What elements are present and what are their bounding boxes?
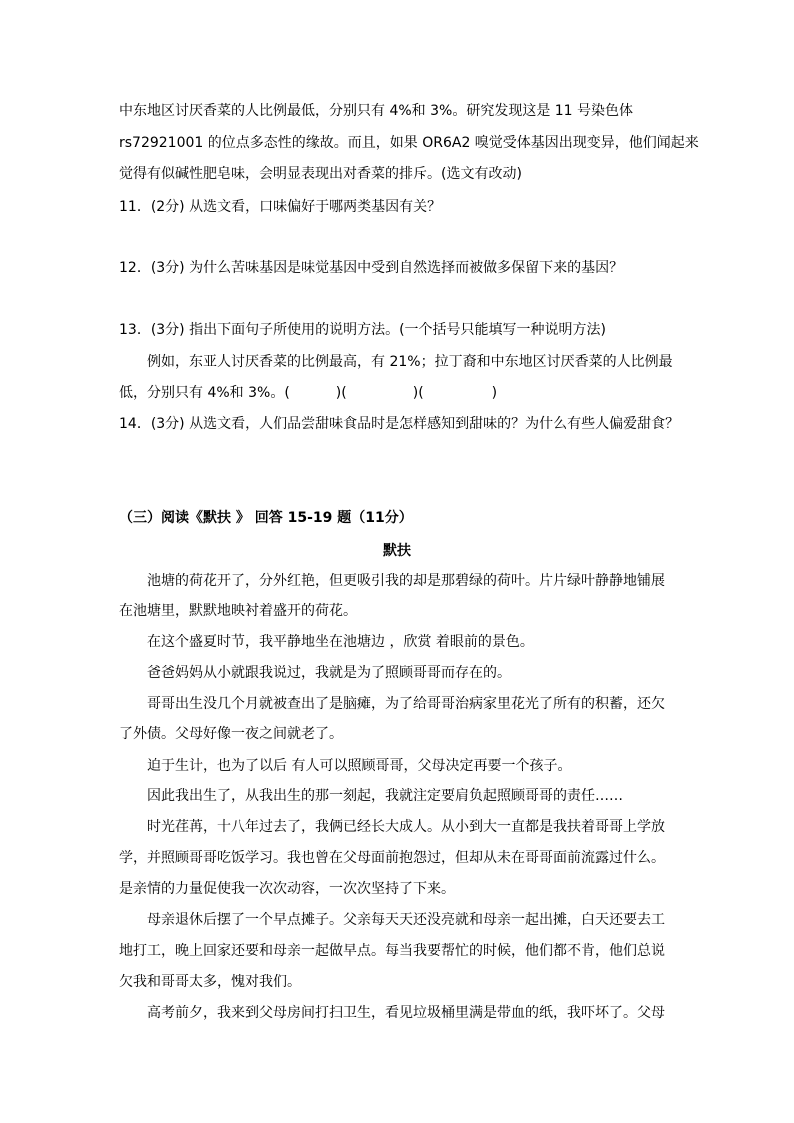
passage-line: 觉得有似碱性肥皂味，会明显表现出对香菜的排斥。(选文有改动): [119, 166, 522, 182]
passage-line: rs72921001 的位点多态性的缘故。而且，如果 OR6A2 嗅觉受体基因出现变异，他们闻起来: [119, 135, 699, 151]
paragraph-line: 在池塘里，默默地映衬着盛开的荷花。: [119, 603, 357, 619]
passage-line: 中东地区讨厌香菜的人比例最低，分别只有 4%和 3%。研究发现这是 11 号染色体: [119, 103, 634, 119]
paragraph-line: 哥哥出生没几个月就被查出了是脑瘫，为了给哥哥治病家里花光了所有的积蓄，还欠: [147, 696, 665, 712]
question-12: 12．(3分) 为什么苦味基因是味觉基因中受到自然选择而被做多保留下来的基因？: [119, 260, 624, 276]
paragraph-line: 爸爸妈妈从小就跟我说过，我就是为了照顾哥哥而存在的。: [147, 665, 511, 681]
paragraph-line: 母亲退休后摆了一个早点摊子。父亲每天天还没亮就和母亲一起出摊，白天还要去工: [147, 912, 665, 928]
article-title: 默扶: [383, 543, 411, 559]
question-13-answer-line: [119, 383, 497, 403]
paragraph-line: 欠我和哥哥太多，愧对我们。: [119, 974, 301, 990]
paragraph-line: 学，并照顾哥哥吃饭学习。我也曾在父母面前抱怨过，但却从未在哥哥面前流露过什么。: [119, 850, 665, 866]
question-13: 13．(3分) 指出下面句子所使用的说明方法。(一个括号只能填写一种说明方法): [119, 322, 607, 338]
question-13-example-end: 低，分别只有 4%和 3%。: [119, 385, 285, 401]
answer-bracket-1[interactable]: ( ): [284, 385, 342, 401]
question-13-example: 例如，东亚人讨厌香菜的比例最高，有 21%；拉丁裔和中东地区讨厌香菜的人比例最: [147, 354, 673, 370]
paragraph-line: 时光荏苒，十八年过去了，我俩已经长大成人。从小到大一直都是我扶着哥哥上学放: [147, 819, 665, 835]
paragraph-line: 是亲情的力量促使我一次次动容，一次次坚持了下来。: [119, 881, 455, 897]
paragraph-line: 因此我出生了，从我出生的那一刻起，我就注定要肩负起照顾哥哥的责任……: [147, 788, 623, 804]
answer-bracket-2[interactable]: ( ): [341, 385, 419, 401]
answer-bracket-3[interactable]: ( ): [418, 385, 498, 401]
paragraph-line: 地打工，晚上回家还要和母亲一起做早点。每当我要帮忙的时候，他们都不肯，他们总说: [119, 943, 665, 959]
section-heading: （三）阅读《默扶 》 回答 15-19 题（11分）: [119, 510, 413, 526]
paragraph-line: 在这个盛夏时节，我平静地坐在池塘边 ，欣赏 着眼前的景色。: [147, 634, 534, 650]
paragraph-line: 迫于生计，也为了以后 有人可以照顾哥哥，父母决定再要一个孩子。: [147, 758, 572, 774]
paragraph-line: 了外债。父母好像一夜之间就老了。: [119, 726, 343, 742]
paragraph-line: 高考前夕，我来到父母房间打扫卫生，看见垃圾桶里满是带血的纸，我吓坏了。父母: [147, 1005, 665, 1021]
question-14: 14．(3分) 从选文看，人们品尝甜味食品时是怎样感知到甜味的？为什么有些人偏爱甜食？: [119, 416, 680, 432]
paragraph-line: 池塘的荷花开了，分外红艳，但更吸引我的却是那碧绿的荷叶。片片绿叶静静地铺展: [147, 573, 665, 589]
question-11: 11．(2分) 从选文看，口味偏好于哪两类基因有关？: [119, 199, 442, 215]
